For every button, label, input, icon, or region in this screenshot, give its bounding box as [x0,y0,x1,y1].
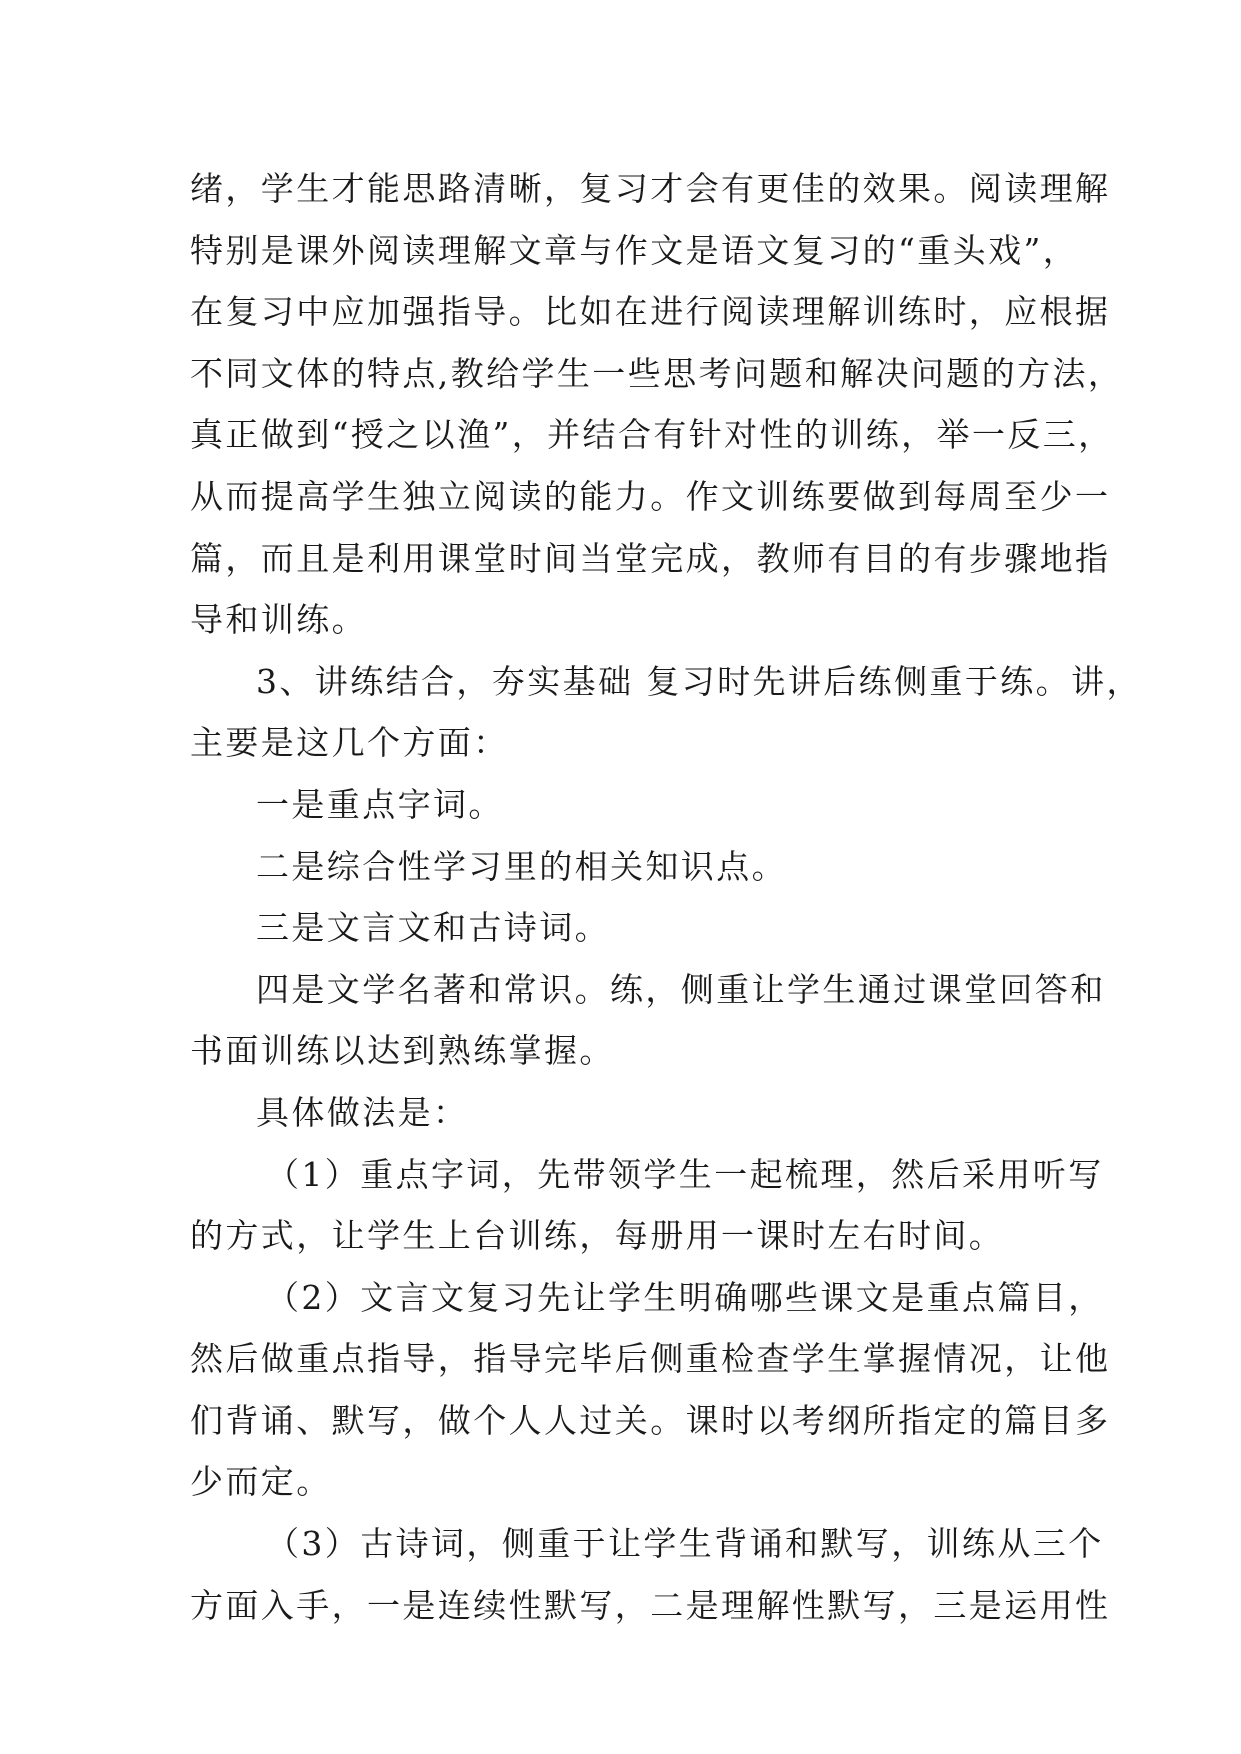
text-line: 主要是这几个方面： [190,723,509,763]
text-line: 少而定。 [190,1462,332,1502]
text-line: 方面入手，一是连续性默写，二是理解性默写，三是运用性 [190,1585,1111,1625]
list-item: 三是文言文和古诗词。 [256,908,610,948]
text-line: 然后做重点指导，指导完毕后侧重检查学生掌握情况，让他 [190,1339,1111,1379]
list-item: 二是综合性学习里的相关知识点。 [256,846,787,886]
list-item: 四是文学名著和常识。练，侧重让学生通过课堂回答和 [256,969,1106,1009]
text-line: 不同文体的特点,教给学生一些思考问题和解决问题的方法， [190,353,1124,393]
text-line: 们背诵、默写，做个人人过关。课时以考纲所指定的篇目多 [190,1400,1111,1440]
text-line: 从而提高学生独立阅读的能力。作文训练要做到每周至少一 [190,476,1111,516]
list-item: （2）文言文复习先让学生明确哪些课文是重点篇目， [266,1277,1104,1317]
list-item: （3）古诗词，侧重于让学生背诵和默写，训练从三个 [266,1524,1104,1564]
section-heading-line: 3、讲练结合，夯实基础 复习时先讲后练侧重于练。讲， [256,661,1142,701]
text-line: 特别是课外阅读理解文章与作文是语文复习的“重头戏”， [190,230,1079,270]
list-item: （1）重点字词，先带领学生一起梳理，然后采用听写 [266,1154,1104,1194]
document-body [190,158,1142,1636]
list-item: 一是重点字词。 [256,784,504,824]
text-line: 真正做到“授之以渔”，并结合有针对性的训练，举一反三， [190,415,1114,455]
text-line: 的方式，让学生上台训练，每册用一课时左右时间。 [190,1216,1005,1256]
text-line: 书面训练以达到熟练掌握。 [190,1031,615,1071]
text-line: 篇，而且是利用课堂时间当堂完成，教师有目的有步骤地指 [190,538,1111,578]
text-line: 绪，学生才能思路清晰，复习才会有更佳的效果。阅读理解 [190,169,1111,208]
text-line: 导和训练。 [190,600,367,640]
text-line: 在复习中应加强指导。比如在进行阅读理解训练时，应根据 [190,292,1111,332]
text-line: 具体做法是： [256,1092,469,1132]
